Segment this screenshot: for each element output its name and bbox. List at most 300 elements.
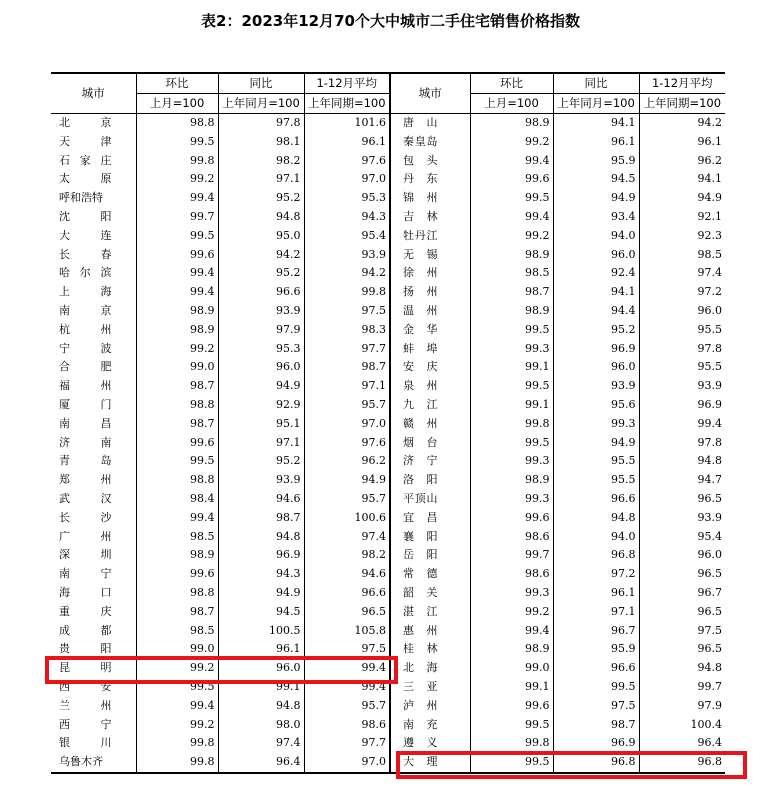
- header-mom: 环比: [136, 73, 218, 94]
- highlight-box-dali: [396, 751, 747, 779]
- left-mom-cell: 99.5: [136, 678, 218, 697]
- right-avg-cell: 96.0: [639, 546, 725, 565]
- left-mom-cell: 99.6: [136, 565, 218, 584]
- header-mom: 环比: [470, 73, 553, 94]
- left-city-cell: 长沙: [59, 510, 112, 524]
- right-yoy-cell: 96.0: [553, 358, 639, 377]
- left-yoy-cell: 92.9: [218, 396, 304, 415]
- right-avg-cell: 96.5: [639, 603, 725, 622]
- left-city-cell: 西安: [59, 679, 112, 693]
- left-city-cell: 重庆: [59, 604, 112, 618]
- left-mom-cell: 99.4: [136, 509, 218, 528]
- left-mom-cell: 98.9: [136, 302, 218, 321]
- right-yoy-cell: 95.5: [553, 471, 639, 490]
- header-avg-base: 上年同期=100: [304, 94, 390, 114]
- left-city-cell: 哈尔滨: [59, 266, 112, 280]
- right-mom-cell: 98.7: [470, 283, 553, 302]
- right-mom-cell: 99.5: [470, 716, 553, 735]
- right-mom-cell: 99.4: [470, 208, 553, 227]
- table-row: [51, 358, 725, 377]
- right-city-cell: 惠州: [390, 622, 470, 641]
- left-mom-cell: 98.9: [136, 546, 218, 565]
- left-avg-cell: 97.7: [304, 734, 390, 753]
- left-avg-cell: 97.7: [304, 340, 390, 359]
- left-city-cell: 呼和浩特: [59, 191, 103, 205]
- left-mom-cell: 98.8: [136, 471, 218, 490]
- left-yoy-cell: 95.0: [218, 227, 304, 246]
- left-city-cell: 海口: [59, 585, 112, 599]
- right-city-cell: 遵义: [390, 734, 470, 753]
- right-yoy-cell: 95.2: [553, 321, 639, 340]
- right-city-cell: 济宁: [390, 452, 470, 471]
- left-mom-cell: 99.5: [136, 133, 218, 152]
- left-city-cell: 石家庄: [59, 153, 112, 167]
- right-yoy-cell: 95.6: [553, 396, 639, 415]
- right-mom-cell: 99.3: [470, 452, 553, 471]
- header-avg: 1-12月平均: [639, 73, 725, 94]
- right-yoy-cell: 94.8: [553, 509, 639, 528]
- right-avg-cell: 96.8: [639, 753, 725, 773]
- left-yoy-cell: 97.1: [218, 170, 304, 189]
- left-avg-cell: 94.3: [304, 208, 390, 227]
- right-city-cell: 泸州: [390, 697, 470, 716]
- left-city-cell: 西宁: [59, 717, 112, 731]
- right-mom-cell: 99.8: [470, 415, 553, 434]
- right-city-cell: 襄阳: [390, 528, 470, 547]
- right-yoy-cell: 96.1: [553, 133, 639, 152]
- right-mom-cell: 98.6: [470, 528, 553, 547]
- table-row: [51, 377, 725, 396]
- table-row: [51, 340, 725, 359]
- right-city-cell: 湛江: [390, 603, 470, 622]
- right-city-cell: 九江: [390, 396, 470, 415]
- left-avg-cell: 96.5: [304, 603, 390, 622]
- right-city-cell: 温州: [390, 302, 470, 321]
- left-mom-cell: 98.7: [136, 377, 218, 396]
- right-avg-cell: 100.4: [639, 716, 725, 735]
- left-mom-cell: 98.8: [136, 396, 218, 415]
- right-mom-cell: 99.6: [470, 697, 553, 716]
- left-mom-cell: 99.2: [136, 659, 218, 678]
- left-mom-cell: 99.4: [136, 283, 218, 302]
- right-mom-cell: 99.2: [470, 133, 553, 152]
- left-city-cell: 兰州: [59, 698, 112, 712]
- right-city-cell: 牡丹江: [390, 227, 470, 246]
- left-yoy-cell: 96.6: [218, 283, 304, 302]
- left-city-cell: 北京: [59, 116, 112, 129]
- left-yoy-cell: 97.8: [218, 114, 304, 133]
- right-mom-cell: 99.0: [470, 659, 553, 678]
- left-avg-cell: 97.6: [304, 152, 390, 171]
- right-avg-cell: 96.4: [639, 734, 725, 753]
- left-avg-cell: 93.9: [304, 246, 390, 265]
- right-mom-cell: 99.7: [470, 546, 553, 565]
- left-city-cell: 太原: [59, 172, 112, 186]
- right-yoy-cell: 94.4: [553, 302, 639, 321]
- left-avg-cell: 96.6: [304, 584, 390, 603]
- right-city-cell: 吉林: [390, 208, 470, 227]
- right-city-cell: 金华: [390, 321, 470, 340]
- right-mom-cell: 99.6: [470, 509, 553, 528]
- left-city-cell: 南京: [59, 303, 112, 317]
- right-mom-cell: 98.9: [470, 471, 553, 490]
- right-yoy-cell: 96.0: [553, 246, 639, 265]
- left-mom-cell: 98.7: [136, 603, 218, 622]
- right-city-cell: 泉州: [390, 377, 470, 396]
- header-yoy: 同比: [218, 73, 304, 94]
- left-yoy-cell: 94.5: [218, 603, 304, 622]
- right-avg-cell: 97.5: [639, 622, 725, 641]
- left-yoy-cell: 98.7: [218, 509, 304, 528]
- right-city-cell: 蚌埠: [390, 340, 470, 359]
- left-avg-cell: 99.4: [304, 659, 390, 678]
- table-row: [51, 152, 725, 171]
- left-avg-cell: 95.3: [304, 189, 390, 208]
- right-city-cell: 宜昌: [390, 509, 470, 528]
- page-title: 表2：2023年12月70个大中城市二手住宅销售价格指数: [201, 12, 580, 30]
- table-row: [51, 170, 725, 189]
- left-city-cell: 长春: [59, 247, 112, 261]
- right-avg-cell: 93.9: [639, 509, 725, 528]
- right-city-cell: 安庆: [390, 358, 470, 377]
- right-yoy-cell: 97.2: [553, 565, 639, 584]
- left-yoy-cell: 94.8: [218, 528, 304, 547]
- right-avg-cell: 97.8: [639, 434, 725, 453]
- right-mom-cell: 99.6: [470, 170, 553, 189]
- header-yoy-base: 上年同月=100: [553, 94, 639, 114]
- table-row: [51, 716, 725, 735]
- right-avg-cell: 96.7: [639, 584, 725, 603]
- left-mom-cell: 98.7: [136, 415, 218, 434]
- left-city-cell: 合肥: [59, 360, 112, 374]
- right-mom-cell: 99.5: [470, 321, 553, 340]
- right-yoy-cell: 96.9: [553, 340, 639, 359]
- left-yoy-cell: 97.9: [218, 321, 304, 340]
- left-avg-cell: 97.6: [304, 434, 390, 453]
- right-yoy-cell: 94.1: [553, 114, 639, 133]
- left-avg-cell: 97.5: [304, 302, 390, 321]
- left-avg-cell: 95.7: [304, 697, 390, 716]
- table-row: [51, 415, 725, 434]
- right-avg-cell: 94.1: [639, 170, 725, 189]
- left-avg-cell: 97.4: [304, 528, 390, 547]
- left-mom-cell: 99.0: [136, 640, 218, 659]
- right-mom-cell: 99.4: [470, 622, 553, 641]
- left-yoy-cell: 94.8: [218, 697, 304, 716]
- header-avg: 1-12月平均: [304, 73, 390, 94]
- table-row: [51, 452, 725, 471]
- left-city-cell: 天津: [59, 134, 112, 148]
- right-avg-cell: 94.8: [639, 452, 725, 471]
- right-mom-cell: 99.1: [470, 396, 553, 415]
- right-avg-cell: 97.2: [639, 283, 725, 302]
- left-avg-cell: 96.1: [304, 133, 390, 152]
- left-yoy-cell: 95.1: [218, 415, 304, 434]
- left-yoy-cell: 96.9: [218, 546, 304, 565]
- left-avg-cell: 97.5: [304, 640, 390, 659]
- table-row: [51, 546, 725, 565]
- left-mom-cell: 99.7: [136, 208, 218, 227]
- right-avg-cell: 96.9: [639, 396, 725, 415]
- right-city-cell: 丹东: [390, 170, 470, 189]
- right-yoy-cell: 93.4: [553, 208, 639, 227]
- right-yoy-cell: 94.0: [553, 227, 639, 246]
- right-avg-cell: 94.2: [639, 114, 725, 133]
- left-yoy-cell: 94.3: [218, 565, 304, 584]
- left-city-cell: 上海: [59, 285, 112, 299]
- left-avg-cell: 94.2: [304, 264, 390, 283]
- right-mom-cell: 99.4: [470, 152, 553, 171]
- left-avg-cell: 98.2: [304, 546, 390, 565]
- right-city-cell: 岳阳: [390, 546, 470, 565]
- header-city: 城市: [51, 73, 136, 114]
- right-avg-cell: 96.2: [639, 152, 725, 171]
- right-avg-cell: 99.7: [639, 678, 725, 697]
- left-city-cell: 贵阳: [59, 642, 112, 656]
- left-city-cell: 乌鲁木齐: [51, 753, 136, 773]
- right-city-cell: 扬州: [390, 283, 470, 302]
- left-yoy-cell: 100.5: [218, 622, 304, 641]
- right-city-cell: 锦州: [390, 189, 470, 208]
- left-avg-cell: 105.8: [304, 622, 390, 641]
- left-yoy-cell: 96.1: [218, 640, 304, 659]
- right-avg-cell: 98.5: [639, 246, 725, 265]
- left-mom-cell: 99.5: [136, 227, 218, 246]
- left-mom-cell: 99.2: [136, 716, 218, 735]
- table-row: [51, 227, 725, 246]
- header-row-2: [51, 94, 725, 114]
- left-yoy-cell: 97.4: [218, 734, 304, 753]
- right-city-cell: 烟台: [390, 434, 470, 453]
- left-yoy-cell: 97.1: [218, 434, 304, 453]
- left-mom-cell: 98.4: [136, 490, 218, 509]
- right-avg-cell: 99.4: [639, 415, 725, 434]
- table-row: [51, 189, 725, 208]
- left-avg-cell: 96.2: [304, 452, 390, 471]
- left-mom-cell: 98.5: [136, 622, 218, 641]
- left-yoy-cell: 95.2: [218, 264, 304, 283]
- header-avg-base: 上年同期=100: [639, 94, 725, 114]
- table-row: [51, 528, 725, 547]
- highlight-box-kunming: [45, 656, 398, 684]
- left-mom-cell: 99.2: [136, 340, 218, 359]
- right-avg-cell: 94.8: [639, 659, 725, 678]
- right-yoy-cell: 96.1: [553, 584, 639, 603]
- right-avg-cell: 97.9: [639, 697, 725, 716]
- right-yoy-cell: 96.8: [553, 546, 639, 565]
- right-avg-cell: 92.1: [639, 208, 725, 227]
- right-city-cell: 秦皇岛: [390, 133, 470, 152]
- left-city-cell: 广州: [59, 529, 112, 543]
- left-mom-cell: 99.8: [136, 734, 218, 753]
- right-mom-cell: 99.5: [470, 753, 553, 773]
- right-yoy-cell: 96.6: [553, 490, 639, 509]
- left-city-cell: 深圳: [59, 548, 112, 562]
- left-avg-cell: 97.1: [304, 377, 390, 396]
- right-yoy-cell: 92.4: [553, 264, 639, 283]
- right-city-cell: 洛阳: [390, 471, 470, 490]
- right-avg-cell: 96.5: [639, 565, 725, 584]
- right-mom-cell: 99.2: [470, 603, 553, 622]
- left-mom-cell: 98.8: [136, 584, 218, 603]
- left-mom-cell: 99.8: [136, 152, 218, 171]
- header-row-1: [51, 73, 725, 94]
- right-city-cell: 无锡: [390, 246, 470, 265]
- right-city-cell: 包头: [390, 152, 470, 171]
- header-mom-base: 上月=100: [136, 94, 218, 114]
- left-avg-cell: 94.6: [304, 565, 390, 584]
- right-avg-cell: 96.5: [639, 640, 725, 659]
- table-row: [51, 565, 725, 584]
- table-row: [51, 603, 725, 622]
- left-mom-cell: 99.8: [136, 753, 218, 773]
- table-row: [51, 264, 725, 283]
- right-city-cell: 平顶山: [390, 490, 470, 509]
- left-city-cell: 青岛: [59, 454, 112, 468]
- left-yoy-cell: 93.9: [218, 471, 304, 490]
- table-row: [51, 133, 725, 152]
- left-city-cell: 郑州: [59, 473, 112, 487]
- left-yoy-cell: 96.0: [218, 358, 304, 377]
- header-yoy-base: 上年同月=100: [218, 94, 304, 114]
- right-avg-cell: 95.5: [639, 321, 725, 340]
- right-yoy-cell: 97.1: [553, 603, 639, 622]
- left-mom-cell: 98.8: [136, 114, 218, 133]
- left-mom-cell: 98.5: [136, 528, 218, 547]
- right-mom-cell: 99.3: [470, 340, 553, 359]
- right-mom-cell: 98.9: [470, 640, 553, 659]
- left-avg-cell: 98.3: [304, 321, 390, 340]
- left-yoy-cell: 94.8: [218, 208, 304, 227]
- header-yoy: 同比: [553, 73, 639, 94]
- left-mom-cell: 99.6: [136, 246, 218, 265]
- right-mom-cell: 99.3: [470, 584, 553, 603]
- left-avg-cell: 100.6: [304, 509, 390, 528]
- table-row: [51, 490, 725, 509]
- left-city-cell: 南昌: [59, 416, 112, 430]
- left-city-cell: 福州: [59, 379, 112, 393]
- right-yoy-cell: 94.1: [553, 283, 639, 302]
- right-avg-cell: 97.4: [639, 264, 725, 283]
- left-avg-cell: 95.4: [304, 227, 390, 246]
- left-mom-cell: 99.2: [136, 170, 218, 189]
- left-city-cell: 沈阳: [59, 209, 112, 223]
- right-mom-cell: 98.9: [470, 302, 553, 321]
- table-row: [51, 622, 725, 641]
- right-yoy-cell: 97.5: [553, 697, 639, 716]
- left-mom-cell: 98.9: [136, 321, 218, 340]
- right-yoy-cell: 95.5: [553, 452, 639, 471]
- right-yoy-cell: 99.3: [553, 415, 639, 434]
- left-yoy-cell: 95.2: [218, 189, 304, 208]
- right-avg-cell: 96.1: [639, 133, 725, 152]
- table-row: [51, 434, 725, 453]
- right-yoy-cell: 95.9: [553, 152, 639, 171]
- left-mom-cell: 99.4: [136, 697, 218, 716]
- left-avg-cell: 97.0: [304, 415, 390, 434]
- right-mom-cell: 99.8: [470, 734, 553, 753]
- left-city-cell: 宁波: [59, 341, 112, 355]
- table-row: [51, 396, 725, 415]
- left-yoy-cell: 96.4: [218, 753, 304, 773]
- right-yoy-cell: 95.9: [553, 640, 639, 659]
- right-city-cell: 常德: [390, 565, 470, 584]
- right-yoy-cell: 94.5: [553, 170, 639, 189]
- left-mom-cell: 99.0: [136, 358, 218, 377]
- right-mom-cell: 99.5: [470, 189, 553, 208]
- right-mom-cell: 99.3: [470, 490, 553, 509]
- right-avg-cell: 96.5: [639, 490, 725, 509]
- left-city-cell: 昆明: [59, 661, 112, 675]
- left-yoy-cell: 98.2: [218, 152, 304, 171]
- table-row: [51, 471, 725, 490]
- right-yoy-cell: 96.6: [553, 659, 639, 678]
- table-row: [51, 208, 725, 227]
- right-mom-cell: 99.1: [470, 358, 553, 377]
- table-row: [51, 114, 725, 133]
- right-city-cell: 北海: [390, 659, 470, 678]
- left-yoy-cell: 98.0: [218, 716, 304, 735]
- left-yoy-cell: 96.0: [218, 659, 304, 678]
- right-yoy-cell: 96.7: [553, 622, 639, 641]
- left-avg-cell: 94.9: [304, 471, 390, 490]
- left-avg-cell: 97.0: [304, 170, 390, 189]
- table-row: [51, 302, 725, 321]
- right-city-cell: 三亚: [390, 678, 470, 697]
- right-mom-cell: 99.1: [470, 678, 553, 697]
- left-city-cell: 济南: [59, 435, 112, 449]
- left-avg-cell: 99.8: [304, 283, 390, 302]
- table-row: [51, 509, 725, 528]
- left-yoy-cell: 98.1: [218, 133, 304, 152]
- right-mom-cell: 99.5: [470, 434, 553, 453]
- left-avg-cell: 95.7: [304, 490, 390, 509]
- right-avg-cell: 92.3: [639, 227, 725, 246]
- right-mom-cell: 98.6: [470, 565, 553, 584]
- right-avg-cell: 95.5: [639, 358, 725, 377]
- left-mom-cell: 99.4: [136, 264, 218, 283]
- left-avg-cell: 98.7: [304, 358, 390, 377]
- right-mom-cell: 98.9: [470, 114, 553, 133]
- left-city-cell: 成都: [59, 623, 112, 637]
- right-yoy-cell: 96.8: [553, 753, 639, 773]
- right-yoy-cell: 98.7: [553, 716, 639, 735]
- right-avg-cell: 94.7: [639, 471, 725, 490]
- left-yoy-cell: 94.9: [218, 377, 304, 396]
- left-city-cell: 大连: [59, 228, 112, 242]
- right-mom-cell: 98.5: [470, 264, 553, 283]
- table-row: [51, 246, 725, 265]
- right-yoy-cell: 94.9: [553, 189, 639, 208]
- left-city-cell: 银川: [59, 736, 112, 750]
- right-mom-cell: 99.2: [470, 227, 553, 246]
- left-city-cell: 南宁: [59, 567, 112, 581]
- right-city-cell: 唐山: [390, 114, 470, 133]
- right-yoy-cell: 99.5: [553, 678, 639, 697]
- right-yoy-cell: 94.9: [553, 434, 639, 453]
- left-mom-cell: 99.4: [136, 189, 218, 208]
- left-yoy-cell: 95.2: [218, 452, 304, 471]
- left-yoy-cell: 94.2: [218, 246, 304, 265]
- right-mom-cell: 98.9: [470, 246, 553, 265]
- left-yoy-cell: 95.3: [218, 340, 304, 359]
- right-avg-cell: 95.4: [639, 528, 725, 547]
- left-mom-cell: 99.5: [136, 452, 218, 471]
- left-city-cell: 武汉: [59, 491, 112, 505]
- header-city: 城市: [390, 73, 470, 114]
- left-yoy-cell: 94.9: [218, 584, 304, 603]
- right-city-cell: 徐州: [390, 264, 470, 283]
